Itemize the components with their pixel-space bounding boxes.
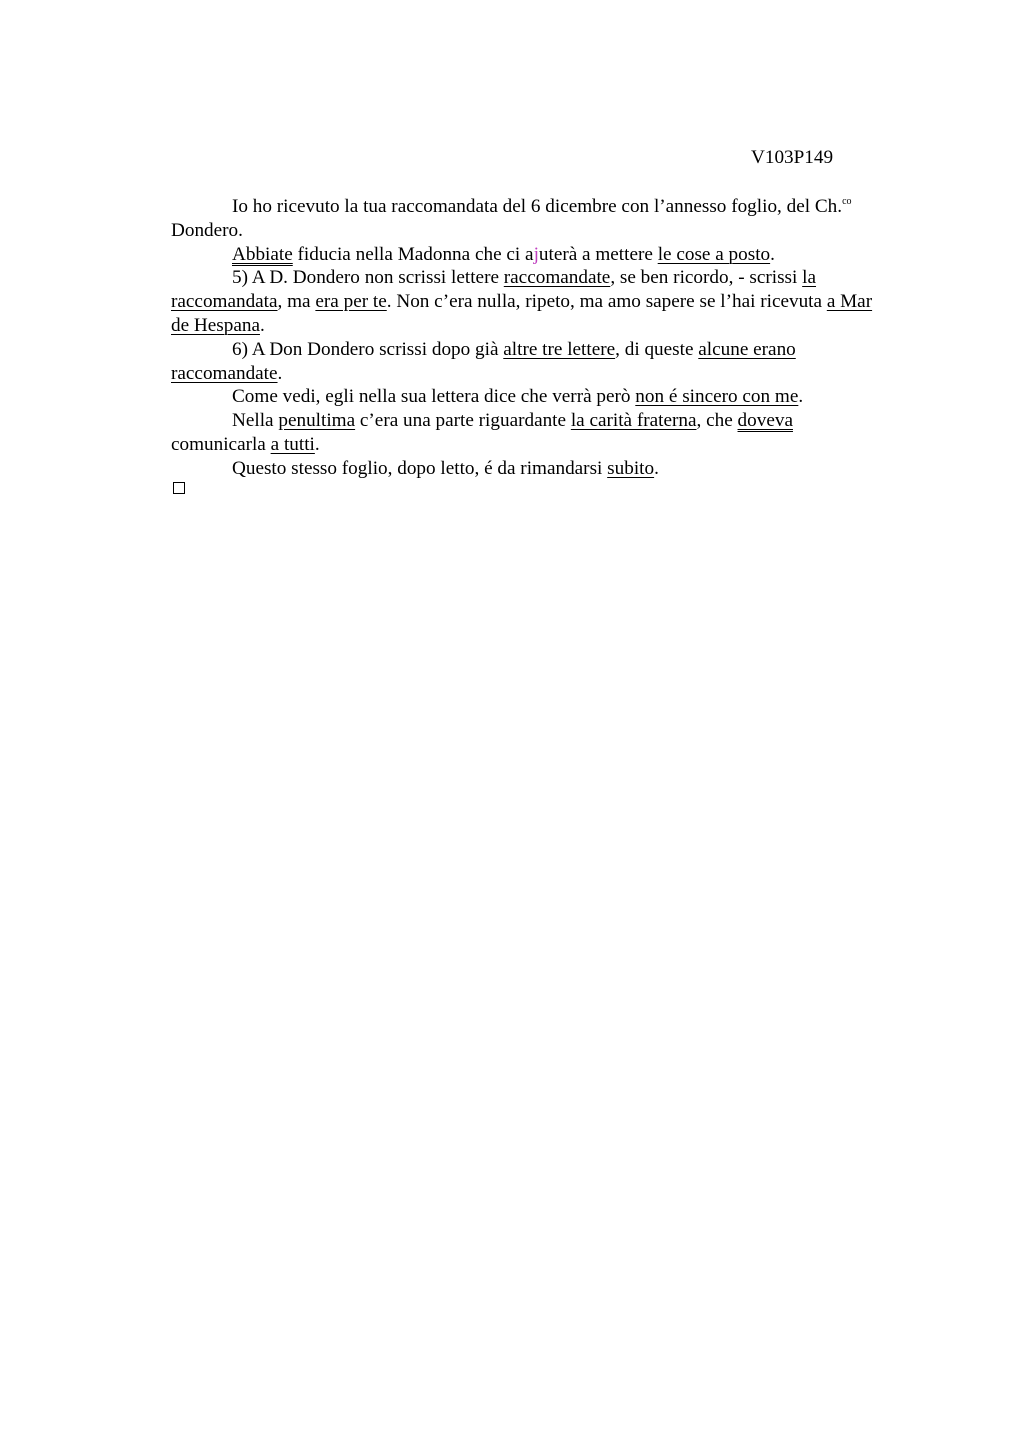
p4-text-2: , di queste [615, 338, 699, 360]
p4-period: . [277, 362, 283, 384]
p5-text: Come vedi, egli nella sua lettera dice che verrà però [232, 386, 636, 408]
p6-text-2: c’era una parte riguardante [355, 410, 571, 432]
p6-underlined-doveva: doveva [737, 410, 793, 432]
p4-line-2 [171, 362, 941, 386]
p6-period: . [314, 433, 320, 455]
p3-underlined-era-per-te: era per te [315, 291, 387, 313]
p3-text-4: . Non c’era nulla, ripeto, ma amo sapere se l’hai ricevuta [386, 291, 827, 313]
p3-text-3: , ma [277, 291, 316, 313]
p3-text: 5) A D. Dondero non scrissi lettere [232, 267, 504, 289]
p5-period: . [798, 386, 804, 408]
paragraph-7 [171, 457, 941, 481]
p3-period: . [259, 314, 265, 336]
p3-underlined-raccomandata: raccomandata [171, 291, 278, 313]
letter-body [171, 195, 941, 481]
paragraph-5 [171, 385, 941, 409]
p7-text: Questo stesso foglio, dopo letto, é da rimandarsi [232, 457, 608, 479]
paragraph-3 [171, 266, 941, 337]
p6-text-4: comunicarla [171, 433, 271, 455]
paragraph-2 [171, 243, 941, 267]
p5-underlined-phrase: non é sincero con me [635, 386, 799, 408]
p7-underlined-subito: subito [607, 457, 655, 479]
p1-superscript: co [842, 196, 852, 207]
p2-text-2: uterà a mettere [538, 243, 658, 265]
p6-underlined-penultima: penultima [278, 410, 356, 432]
paragraph-1 [171, 195, 941, 243]
empty-square-icon [173, 482, 185, 494]
page-reference: V103P149 [751, 147, 834, 168]
p2-highlighted-letter: j [533, 243, 539, 265]
p1-text: Io ho ricevuto la tua raccomandata del 6 dicembre con l’annesso foglio, del Ch. [232, 196, 843, 217]
p6-underlined-carita-fraterna: la carità fraterna [570, 410, 697, 432]
p1-line-2: Dondero. [171, 219, 243, 241]
p4-underlined-raccomandate: raccomandate [171, 362, 278, 384]
paragraph-6 [171, 409, 941, 457]
p2-text: fiducia nella Madonna che ci a [292, 243, 534, 265]
p6-text-3: , che [696, 410, 738, 432]
p2-underlined-abbiate: Abbiate [232, 243, 293, 265]
paragraph-4 [171, 338, 941, 386]
p3-line-3 [171, 314, 941, 338]
p4-underlined-altre-tre-lettere: altre tre lettere [503, 338, 616, 360]
p3-text-2: , se ben ricordo, - scrissi [610, 267, 803, 289]
p7-period: . [654, 457, 659, 479]
p2-period: . [770, 243, 775, 265]
p3-underlined-de-hespana: de Hespana [171, 314, 260, 336]
p6-underlined-a-tutti: a tutti [270, 433, 315, 455]
p3-line-2 [171, 290, 941, 314]
p3-underlined-a-mar: a Mar [826, 291, 873, 313]
p2-underlined-phrase: le cose a posto [657, 243, 771, 265]
p6-line-2 [171, 433, 941, 457]
p4-text: 6) A Don Dondero scrissi dopo già [232, 338, 504, 360]
p3-underlined-la: la [802, 267, 817, 289]
p6-text: Nella [232, 410, 279, 432]
p3-underlined-raccomandate: raccomandate [503, 267, 611, 289]
p4-underlined-alcune-erano: alcune erano [698, 338, 796, 360]
